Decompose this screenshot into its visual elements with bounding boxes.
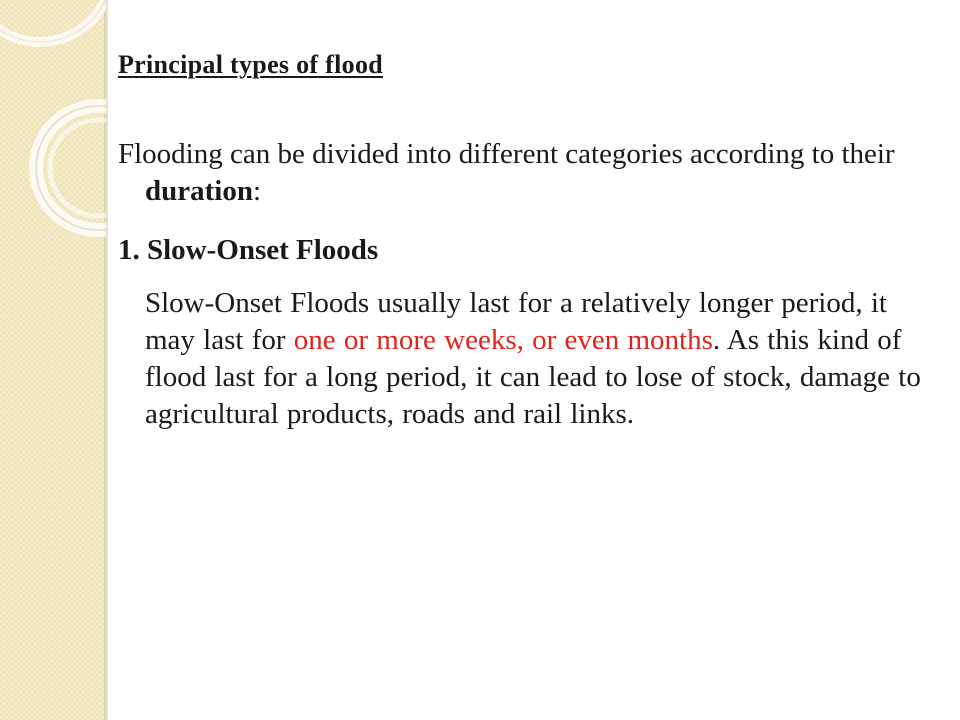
body-paragraph [145,285,925,433]
slide-content [118,0,921,720]
body-highlight: one or more weeks, or even months [293,324,713,356]
intro-colon: : [252,175,262,207]
section-heading: 1. Slow-Onset Floods [118,234,379,266]
body-text-part2: . As this kind of flood last for a long period, it can lead to lose of stock, damage to agricultural products, roads and rail links. [145,324,921,430]
decorative-circles [0,0,108,260]
intro-emphasis: duration [145,175,253,207]
body-text-part1: Slow-Onset Floods usually last for a relatively longer period, it may last for [145,287,887,356]
intro-text: Flooding can be divided into different categories according to their [118,138,895,170]
intro-paragraph [118,136,935,210]
slide-title: Principal types of flood [118,50,384,79]
